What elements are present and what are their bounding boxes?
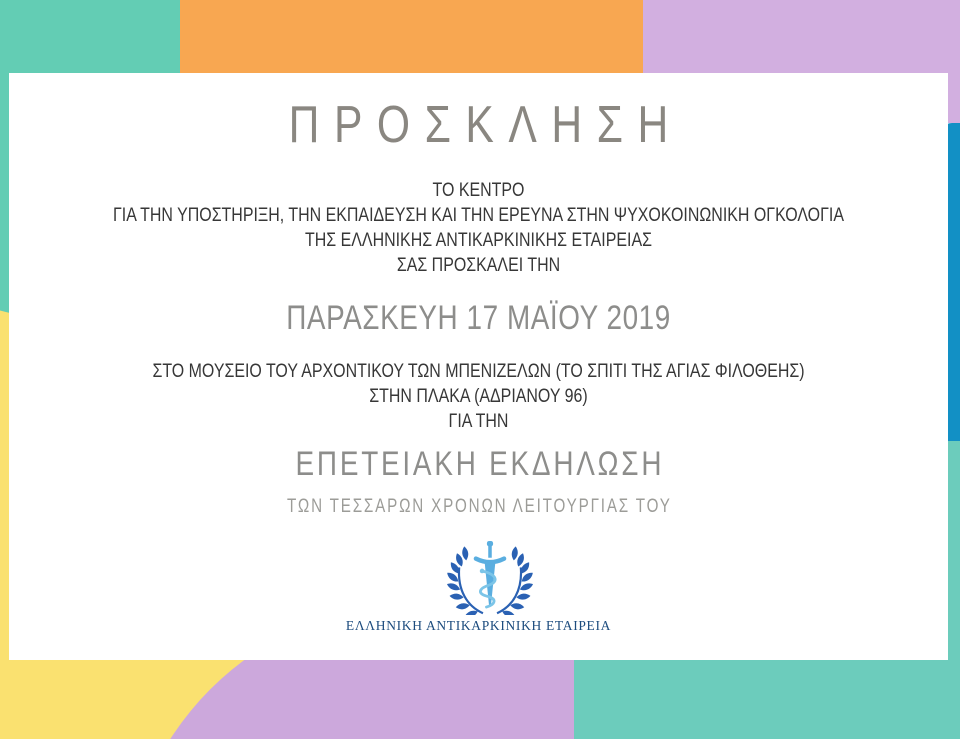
host-block [84, 178, 873, 278]
host-line: ΤΗΣ ΕΛΛΗΝΙΚΗΣ ΑΝΤΙΚΑΡΚΙΝΙΚΗΣ ΕΤΑΙΡΕΙΑΣ [305, 230, 652, 251]
host-line: ΣΑΣ ΠΡΟΣΚΑΛΕΙ ΤΗΝ [396, 255, 561, 276]
host-line: ΤΟ ΚΕΝΤΡΟ [432, 180, 525, 201]
host-line: ΓΙΑ ΤΗΝ ΥΠΟΣΤΗΡΙΞΗ, ΤΗΝ ΕΚΠΑΙΔΕΥΣΗ ΚΑΙ ΤΗΝ ΕΡΕΥΝΑ ΣΤΗΝ ΨΥΧΟΚΟΙΝΩΝΙΚΗ ΟΓΚΟΛΟΓΙΑ [113, 205, 844, 226]
event-title: ΕΠΕΤΕΙΑΚΗ ΕΚΔΗΛΩΣΗ [295, 445, 665, 483]
venue-line: ΣΤΗΝ ΠΛΑΚΑ (ΑΔΡΙΑΝΟΥ 96) [369, 386, 588, 407]
invitation-title: ΠΡΟΣΚΛΗΣΗ [288, 96, 683, 154]
venue-line: ΣΤΟ ΜΟΥΣΕΙΟ ΤΟΥ ΑΡΧΟΝΤΙΚΟΥ ΤΩΝ ΜΠΕΝΙΖΕΛΩΝ (ΤΟ ΣΠΙΤΙ ΤΗΣ ΑΓΙΑΣ ΦΙΛΟΘΕΗΣ) [152, 361, 805, 382]
laurel-left-branch [445, 546, 483, 615]
sword-snake-laurel-logo-icon [437, 541, 543, 615]
venue-block [84, 359, 873, 434]
venue-line: ΓΙΑ ΤΗΝ [448, 411, 509, 432]
event-subtitle: ΤΩΝ ΤΕΣΣΑΡΩΝ ΧΡΟΝΩΝ ΛΕΙΤΟΥΡΓΙΑΣ ΤΟΥ [287, 496, 672, 517]
event-date: ΠΑΡΑΣΚΕΥΗ 17 ΜΑΪΟΥ 2019 [286, 299, 671, 337]
invitation-card [9, 73, 948, 660]
laurel-right-branch [497, 546, 535, 615]
organization-name: ΕΛΛΗΝΙΚΗ ΑΝΤΙΚΑΡΚΙΝΙΚΗ ΕΤΑΙΡΕΙΑ [345, 618, 612, 633]
